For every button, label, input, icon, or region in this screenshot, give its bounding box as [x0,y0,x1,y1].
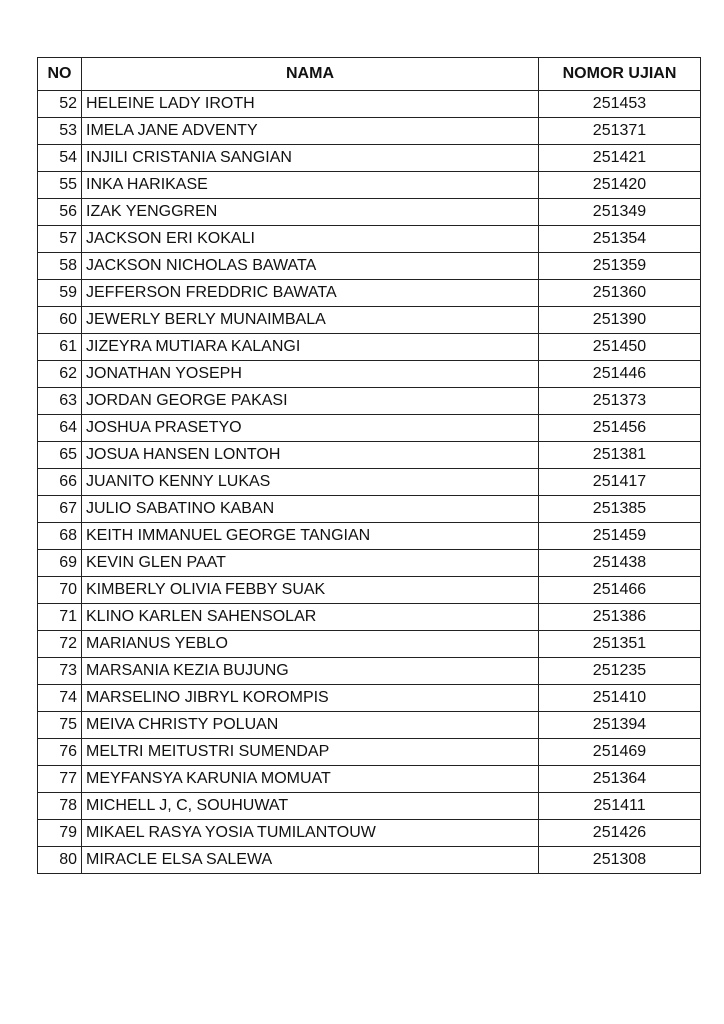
row-nama-cell: JOSHUA PRASETYO [82,415,539,442]
row-nomor-ujian-cell: 251349 [539,199,701,226]
row-nomor-ujian-cell: 251308 [539,847,701,874]
row-nomor-ujian-cell: 251386 [539,604,701,631]
row-no-cell: 68 [38,523,82,550]
row-no-cell: 80 [38,847,82,874]
table-row [38,469,701,496]
table-header [38,58,701,91]
header-no: NO [38,58,82,91]
row-no-cell: 52 [38,91,82,118]
table-row [38,577,701,604]
table-row [38,550,701,577]
row-nama-cell: KIMBERLY OLIVIA FEBBY SUAK [82,577,539,604]
row-nama-cell: JACKSON NICHOLAS BAWATA [82,253,539,280]
row-nama-cell: MARIANUS YEBLO [82,631,539,658]
row-nomor-ujian-cell: 251446 [539,361,701,388]
table-row [38,739,701,766]
table-row [38,388,701,415]
row-no-cell: 55 [38,172,82,199]
table-row [38,523,701,550]
row-nomor-ujian-cell: 251410 [539,685,701,712]
row-nama-cell: MELTRI MEITUSTRI SUMENDAP [82,739,539,766]
row-no-cell: 67 [38,496,82,523]
row-nama-cell: JACKSON ERI KOKALI [82,226,539,253]
table-row [38,631,701,658]
row-no-cell: 60 [38,307,82,334]
table-row [38,415,701,442]
table-row [38,280,701,307]
row-nomor-ujian-cell: 251453 [539,91,701,118]
row-nomor-ujian-cell: 251359 [539,253,701,280]
row-no-cell: 57 [38,226,82,253]
row-no-cell: 62 [38,361,82,388]
row-nama-cell: IMELA JANE ADVENTY [82,118,539,145]
header-nama: NAMA [82,58,539,91]
row-no-cell: 72 [38,631,82,658]
row-no-cell: 54 [38,145,82,172]
table-row [38,793,701,820]
row-no-cell: 74 [38,685,82,712]
row-nomor-ujian-cell: 251420 [539,172,701,199]
table-row [38,442,701,469]
table-row [38,172,701,199]
row-nama-cell: JEFFERSON FREDDRIC BAWATA [82,280,539,307]
header-nomor-ujian: NOMOR UJIAN [539,58,701,91]
row-nomor-ujian-cell: 251235 [539,658,701,685]
table-row [38,658,701,685]
row-nomor-ujian-cell: 251456 [539,415,701,442]
row-no-cell: 79 [38,820,82,847]
row-nama-cell: HELEINE LADY IROTH [82,91,539,118]
row-nomor-ujian-cell: 251426 [539,820,701,847]
row-no-cell: 70 [38,577,82,604]
table-body [38,91,701,874]
row-nomor-ujian-cell: 251373 [539,388,701,415]
table-row [38,253,701,280]
table-row [38,685,701,712]
row-nomor-ujian-cell: 251351 [539,631,701,658]
table-row [38,226,701,253]
table-row [38,712,701,739]
table-row [38,91,701,118]
row-nama-cell: KLINO KARLEN SAHENSOLAR [82,604,539,631]
row-nama-cell: JUANITO KENNY LUKAS [82,469,539,496]
row-no-cell: 63 [38,388,82,415]
row-nomor-ujian-cell: 251394 [539,712,701,739]
row-nama-cell: MARSELINO JIBRYL KOROMPIS [82,685,539,712]
row-nama-cell: JULIO SABATINO KABAN [82,496,539,523]
row-no-cell: 56 [38,199,82,226]
row-no-cell: 73 [38,658,82,685]
row-nama-cell: JIZEYRA MUTIARA KALANGI [82,334,539,361]
table-row [38,307,701,334]
row-no-cell: 59 [38,280,82,307]
row-no-cell: 69 [38,550,82,577]
row-nomor-ujian-cell: 251390 [539,307,701,334]
row-nomor-ujian-cell: 251354 [539,226,701,253]
row-no-cell: 76 [38,739,82,766]
row-nomor-ujian-cell: 251459 [539,523,701,550]
table-row [38,766,701,793]
header-row [38,58,701,91]
participants-table [37,57,701,874]
row-no-cell: 61 [38,334,82,361]
row-nomor-ujian-cell: 251469 [539,739,701,766]
table-row [38,604,701,631]
row-nama-cell: MEIVA CHRISTY POLUAN [82,712,539,739]
row-nama-cell: MIKAEL RASYA YOSIA TUMILANTOUW [82,820,539,847]
row-nomor-ujian-cell: 251364 [539,766,701,793]
row-nama-cell: IZAK YENGGREN [82,199,539,226]
row-no-cell: 78 [38,793,82,820]
row-nama-cell: JEWERLY BERLY MUNAIMBALA [82,307,539,334]
row-nomor-ujian-cell: 251450 [539,334,701,361]
row-nama-cell: JORDAN GEORGE PAKASI [82,388,539,415]
row-nomor-ujian-cell: 251438 [539,550,701,577]
table-row [38,199,701,226]
row-nama-cell: MICHELL J, C, SOUHUWAT [82,793,539,820]
row-nama-cell: MIRACLE ELSA SALEWA [82,847,539,874]
table-row [38,820,701,847]
row-nomor-ujian-cell: 251381 [539,442,701,469]
row-nama-cell: JOSUA HANSEN LONTOH [82,442,539,469]
row-nama-cell: KEVIN GLEN PAAT [82,550,539,577]
row-no-cell: 64 [38,415,82,442]
table-row [38,361,701,388]
row-nomor-ujian-cell: 251421 [539,145,701,172]
row-nomor-ujian-cell: 251385 [539,496,701,523]
row-nama-cell: MEYFANSYA KARUNIA MOMUAT [82,766,539,793]
row-nama-cell: KEITH IMMANUEL GEORGE TANGIAN [82,523,539,550]
row-nama-cell: MARSANIA KEZIA BUJUNG [82,658,539,685]
row-no-cell: 71 [38,604,82,631]
table-row [38,145,701,172]
row-no-cell: 53 [38,118,82,145]
row-no-cell: 65 [38,442,82,469]
row-nomor-ujian-cell: 251371 [539,118,701,145]
row-no-cell: 77 [38,766,82,793]
table-row [38,334,701,361]
row-no-cell: 58 [38,253,82,280]
row-nomor-ujian-cell: 251417 [539,469,701,496]
table-row [38,496,701,523]
row-nama-cell: INKA HARIKASE [82,172,539,199]
row-nama-cell: INJILI CRISTANIA SANGIAN [82,145,539,172]
row-no-cell: 75 [38,712,82,739]
row-nomor-ujian-cell: 251411 [539,793,701,820]
row-nama-cell: JONATHAN YOSEPH [82,361,539,388]
table-row [38,847,701,874]
row-no-cell: 66 [38,469,82,496]
table-row [38,118,701,145]
row-nomor-ujian-cell: 251360 [539,280,701,307]
row-nomor-ujian-cell: 251466 [539,577,701,604]
